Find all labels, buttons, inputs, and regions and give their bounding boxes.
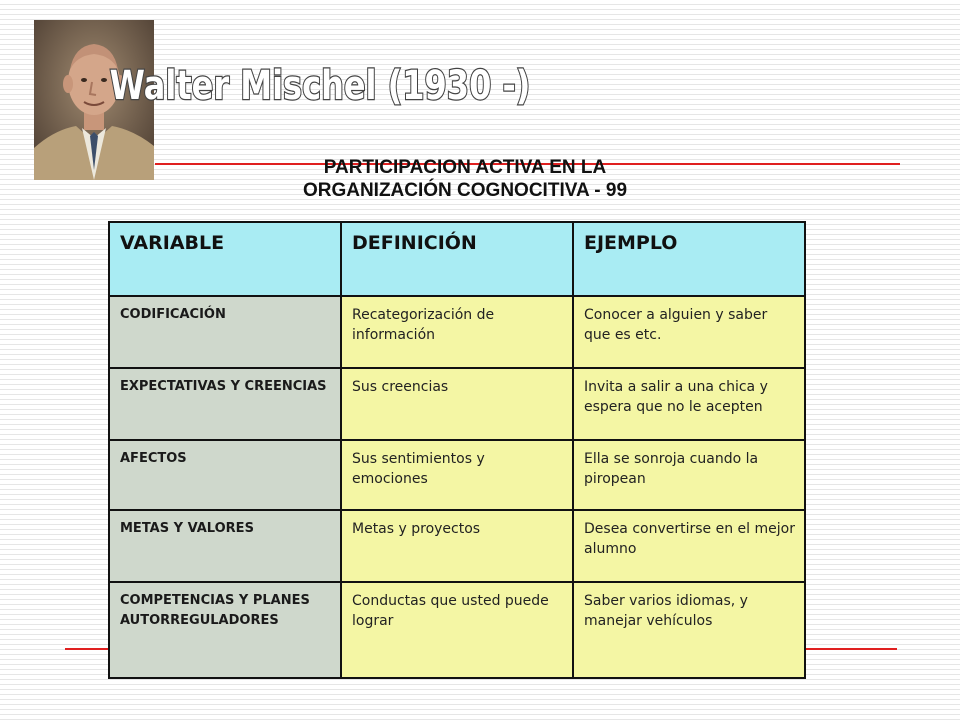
table-row xyxy=(109,368,805,440)
table-header-row xyxy=(109,222,805,296)
cell-variable: METAS Y VALORES xyxy=(109,510,341,582)
variables-table xyxy=(108,221,806,679)
cell-ejemplo: Invita a salir a una chica y espera que no le acepten xyxy=(573,368,805,440)
column-header-ejemplo: EJEMPLO xyxy=(573,222,805,296)
table-row xyxy=(109,296,805,368)
cell-ejemplo: Desea convertirse en el mejor alumno xyxy=(573,510,805,582)
cell-variable: CODIFICACIÓN xyxy=(109,296,341,368)
page-title xyxy=(109,44,531,114)
cell-definicion: Conductas que usted puede lograr xyxy=(341,582,573,678)
cell-definicion: Recategorización de información xyxy=(341,296,573,368)
subtitle xyxy=(0,156,930,202)
cell-variable: AFECTOS xyxy=(109,440,341,510)
table-row xyxy=(109,510,805,582)
cell-ejemplo: Conocer a alguien y saber que es etc. xyxy=(573,296,805,368)
subtitle-line-2: ORGANIZACIÓN COGNOCITIVA - 99 xyxy=(302,180,628,201)
cell-definicion: Sus sentimientos y emociones xyxy=(341,440,573,510)
table-row xyxy=(109,440,805,510)
column-header-definicion: DEFINICIÓN xyxy=(341,222,573,296)
cell-ejemplo: Ella se sonroja cuando la piropean xyxy=(573,440,805,510)
cell-variable: EXPECTATIVAS Y CREENCIAS xyxy=(109,368,341,440)
subtitle-line-1: PARTICIPACION ACTIVA EN LA xyxy=(323,157,607,178)
page-title-text: Walter Mischel (1930 -) xyxy=(109,61,531,109)
cell-definicion: Sus creencias xyxy=(341,368,573,440)
column-header-variable: VARIABLE xyxy=(109,222,341,296)
cell-definicion: Metas y proyectos xyxy=(341,510,573,582)
cell-ejemplo: Saber varios idiomas, y manejar vehículos xyxy=(573,582,805,678)
table-row xyxy=(109,582,805,678)
cell-variable: COMPETENCIAS Y PLANES AUTORREGULADORES xyxy=(109,582,341,678)
